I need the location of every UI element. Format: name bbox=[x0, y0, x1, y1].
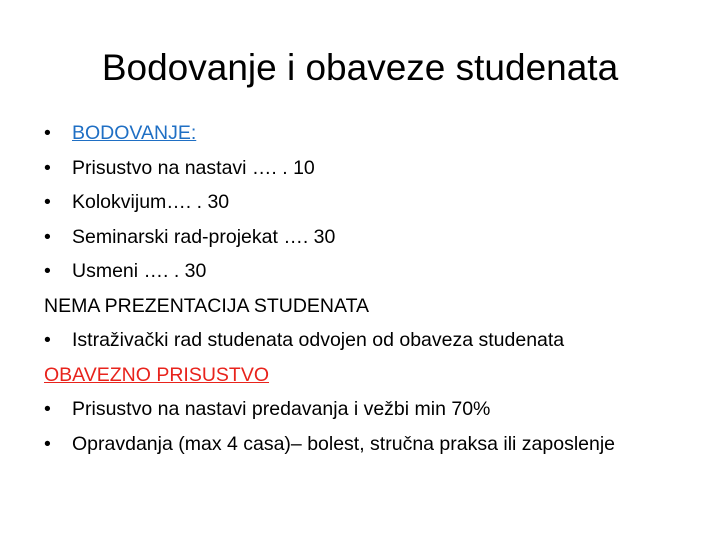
list-item-text: Kolokvijum…. . 30 bbox=[72, 191, 230, 213]
bullet-icon: • bbox=[44, 122, 51, 144]
bullet-icon: • bbox=[44, 329, 51, 351]
bullet-icon: • bbox=[44, 260, 51, 282]
scoring-heading: BODOVANJE: bbox=[72, 122, 197, 144]
list-item-text: Usmeni …. . 30 bbox=[72, 260, 207, 282]
list-item bbox=[44, 323, 714, 358]
list-item-text: Istraživački rad studenata odvojen od obaveza studenata bbox=[72, 329, 565, 351]
list-item-text: Seminarski rad-projekat …. 30 bbox=[72, 225, 336, 248]
slide-body bbox=[44, 116, 714, 461]
list-item bbox=[44, 254, 714, 289]
no-presentations-text: NEMA PREZENTACIJA STUDENATA bbox=[44, 294, 370, 317]
bullet-icon: • bbox=[44, 156, 51, 179]
bullet-icon: • bbox=[44, 225, 51, 248]
attendance-heading: OBAVEZNO PRISUSTVO bbox=[44, 363, 270, 386]
bullet-icon: • bbox=[44, 191, 51, 213]
list-item-text: Prisustvo na nastavi …. . 10 bbox=[72, 156, 315, 179]
slide-title: Bodovanje i obaveze studenata bbox=[101, 47, 619, 88]
list-item bbox=[44, 185, 714, 220]
list-item bbox=[44, 151, 714, 186]
list-item bbox=[44, 220, 714, 255]
list-item bbox=[44, 427, 714, 462]
list-item-text: Prisustvo na nastavi predavanja i vežbi min 70% bbox=[72, 398, 491, 420]
bullet-icon: • bbox=[44, 398, 51, 420]
list-item bbox=[44, 392, 714, 427]
list-item-text: Opravdanja (max 4 casa)– bolest, stručna praksa ili zaposlenje bbox=[72, 432, 616, 455]
bullet-icon: • bbox=[44, 432, 51, 455]
attendance-heading-line bbox=[44, 358, 714, 393]
scoring-heading-item bbox=[44, 116, 714, 151]
